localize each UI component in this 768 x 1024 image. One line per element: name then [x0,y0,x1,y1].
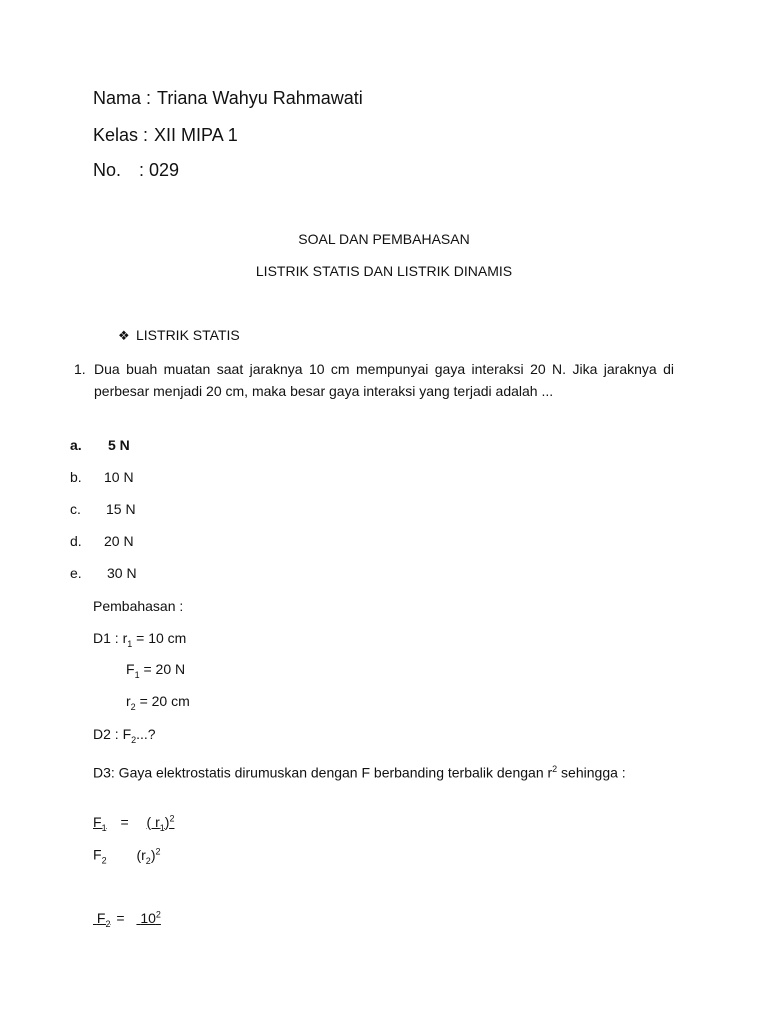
frac1-rhs-close: ) [164,813,170,830]
second-equation [93,909,161,928]
student-class-line [93,125,238,146]
d1-sub: 1 [127,638,133,649]
option-d [70,533,134,549]
d1-rest: = 10 cm [132,630,187,646]
option-e [70,565,137,581]
r2-sub: 2 [130,701,136,712]
name-label: Nama : [93,88,152,108]
ratio-equation-numerator [93,813,174,832]
question-1 [74,358,674,402]
frac1-den-rhs-open: (r [136,846,146,863]
option-b [70,469,134,485]
frac1-rhs-sub: 1 [159,822,165,833]
given-r2 [126,693,190,712]
frac1-den-rhs-sup: 2 [155,846,161,856]
class-value: XII MIPA 1 [154,125,238,145]
ratio-equation-denominator [93,846,161,865]
d2-sub: 2 [131,734,137,745]
f1-sub: 1 [134,669,140,680]
asked-d2 [93,726,156,745]
number-value: : 029 [139,160,180,180]
option-c [70,501,136,517]
frac2-rhs: 10 [140,909,156,926]
frac1-den-main: F [93,846,102,863]
name-value: Triana Wahyu Rahmawati [157,88,363,108]
d1-label: D1 : r [93,630,128,646]
d3-sup: 2 [552,764,558,774]
frac2-rhs-sup: 2 [155,909,161,919]
frac2-num-main: F [96,909,106,926]
frac1-den-rhs-sub: 2 [145,855,151,866]
equals-sign: = [120,813,129,830]
frac1-num-main: F [93,813,102,830]
option-letter: e. [70,565,82,581]
section-heading [118,327,240,344]
option-letter: d. [70,533,82,549]
frac2-num-sub: 2 [105,918,111,929]
option-a [70,437,130,453]
option-value: 20 N [104,533,134,549]
doc-title-line2: LISTRIK STATIS DAN LISTRIK DINAMIS [255,263,513,279]
r2-rest: = 20 cm [135,693,190,709]
class-label: Kelas : [93,125,149,145]
f1-main: F [126,661,135,677]
answer-d3 [93,758,674,784]
frac1-rhs-sup: 2 [169,813,175,823]
number-label: No. [93,160,122,180]
frac1-num-sub: 1 [101,822,107,833]
option-letter: a. [70,437,82,453]
question-number: 1. [74,361,86,377]
option-letter: b. [70,469,82,485]
option-value: 15 N [106,501,136,517]
question-text: Dua buah muatan saat jaraknya 10 cm mempunyai gaya interaksi 20 N. Jika jaraknya di perbesar menjadi 20 cm, maka besar gaya interaksi yang terjadi adalah ... [94,361,674,399]
option-letter: c. [70,501,81,517]
frac1-rhs-open: ( r [146,813,160,830]
frac1-den-rhs-close: ) [150,846,156,863]
doc-title-line1: SOAL DAN PEMBAHASAN [298,231,470,247]
option-value: 5 N [108,437,130,453]
f2-numerator [93,909,111,929]
r2-squared [136,846,161,866]
diamond-bullet-icon: ❖ [118,328,130,343]
d2-rest: ...? [136,726,156,742]
d2-label: D2 : F [93,726,132,742]
section-label: LISTRIK STATIS [136,327,240,343]
r2-main: r [126,693,131,709]
student-name-line [93,88,363,109]
f1-numerator [93,813,107,833]
option-value: 30 N [107,565,137,581]
r1-squared [146,813,175,833]
given-d1 [93,630,186,649]
ten-squared [136,910,160,926]
student-number-line [93,160,179,181]
option-value: 10 N [104,469,134,485]
d3-rest: sehingga : [557,764,626,781]
d3-text: D3: Gaya elektrostatis dirumuskan dengan F berbanding terbalik dengan r [93,764,553,781]
equals-sign-2: = [116,909,125,926]
frac1-den-sub: 2 [101,855,107,866]
solution-heading: Pembahasan : [93,598,184,614]
given-f1 [126,661,185,680]
f1-rest: = 20 N [139,661,186,677]
